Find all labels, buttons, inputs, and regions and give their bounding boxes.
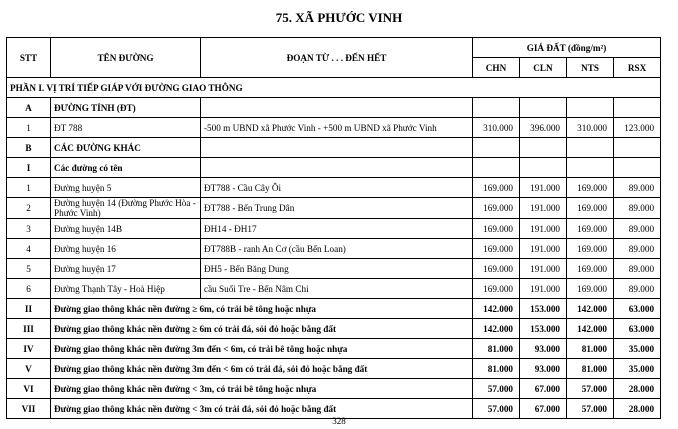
row-rsx: 28.000 [614, 399, 661, 419]
row-segment: ĐT788B - ranh An Cơ (cầu Bến Loan) [201, 239, 473, 259]
row-rsx: 35.000 [614, 339, 661, 359]
section-title: Các đường có tên [51, 158, 201, 178]
table-row [7, 178, 661, 198]
row-nts: 57.000 [567, 379, 614, 399]
row-stt: 5 [7, 259, 51, 279]
row-rsx: 28.000 [614, 379, 661, 399]
header-stt: STT [7, 38, 51, 78]
row-description: Đường giao thông khác nền đường < 3m có trải đá, sỏi đỏ hoặc bằng đất [51, 399, 473, 419]
table-row [7, 279, 661, 299]
row-cln: 153.000 [520, 299, 567, 319]
table-row [7, 239, 661, 259]
table-row [7, 359, 661, 379]
row-chn: 169.000 [473, 219, 520, 239]
row-chn: 169.000 [473, 198, 520, 219]
row-cln: 191.000 [520, 239, 567, 259]
row-cln: 153.000 [520, 319, 567, 339]
row-nts: 81.000 [567, 359, 614, 379]
section-title: ĐƯỜNG TỈNH (ĐT) [51, 98, 201, 118]
row-cln: 191.000 [520, 219, 567, 239]
row-chn: 169.000 [473, 279, 520, 299]
table-row [7, 259, 661, 279]
row-chn: 81.000 [473, 359, 520, 379]
row-cln: 191.000 [520, 198, 567, 219]
table-row [7, 339, 661, 359]
row-cln: 191.000 [520, 259, 567, 279]
row-chn: 169.000 [473, 239, 520, 259]
row-segment: ĐH5 - Bến Băng Dung [201, 259, 473, 279]
header-cln: CLN [520, 58, 567, 78]
row-nts: 310.000 [567, 118, 614, 138]
row-road: Đường huyện 14 (Đường Phước Hòa - Phước Vinh) [51, 198, 201, 219]
row-description: Đường giao thông khác nền đường ≥ 6m, có trải bê tông hoặc nhựa [51, 299, 473, 319]
table-row [7, 198, 661, 219]
row-rsx: 89.000 [614, 279, 661, 299]
row-nts: 169.000 [567, 259, 614, 279]
row-cln: 191.000 [520, 279, 567, 299]
row-stt: 6 [7, 279, 51, 299]
row-description: Đường giao thông khác nền đường 3m đến < 6m có trải đá, sỏi đỏ hoặc bằng đất [51, 359, 473, 379]
row-nts: 57.000 [567, 399, 614, 419]
part-heading: PHẦN I. VỊ TRÍ TIẾP GIÁP VỚI ĐƯỜNG GIAO THÔNG [7, 78, 661, 98]
row-stt: VII [7, 399, 51, 419]
row-chn: 57.000 [473, 399, 520, 419]
row-stt: 1 [7, 118, 51, 138]
row-stt: III [7, 319, 51, 339]
row-stt: VI [7, 379, 51, 399]
row-nts: 169.000 [567, 219, 614, 239]
section-stt: A [7, 98, 51, 118]
header-rsx: RSX [614, 58, 661, 78]
section-title: CÁC ĐƯỜNG KHÁC [51, 138, 201, 158]
row-stt: II [7, 299, 51, 319]
row-chn: 142.000 [473, 299, 520, 319]
row-cln: 93.000 [520, 359, 567, 379]
row-cln: 67.000 [520, 379, 567, 399]
row-nts: 142.000 [567, 299, 614, 319]
row-cln: 191.000 [520, 178, 567, 198]
row-nts: 81.000 [567, 339, 614, 359]
land-price-table [6, 37, 661, 419]
row-segment: -500 m UBND xã Phước Vinh - +500 m UBND xã Phước Vinh [201, 118, 473, 138]
row-segment: ĐH14 - ĐH17 [201, 219, 473, 239]
row-chn: 81.000 [473, 339, 520, 359]
page-number: 328 [332, 416, 346, 426]
row-road: Đường huyện 5 [51, 178, 201, 198]
row-stt: 2 [7, 198, 51, 219]
table-row [7, 319, 661, 339]
row-chn: 169.000 [473, 178, 520, 198]
row-segment: ĐT788 - Bến Trung Dân [201, 198, 473, 219]
row-rsx: 89.000 [614, 198, 661, 219]
table-row [7, 118, 661, 138]
row-description: Đường giao thông khác nền đường 3m đến < 6m, có trải bê tông hoặc nhựa [51, 339, 473, 359]
row-cln: 396.000 [520, 118, 567, 138]
row-segment: ĐT788 - Cầu Cây Ôi [201, 178, 473, 198]
row-rsx: 63.000 [614, 299, 661, 319]
row-nts: 169.000 [567, 198, 614, 219]
header-price: GIÁ ĐẤT (đồng/m²) [473, 38, 661, 58]
row-nts: 142.000 [567, 319, 614, 339]
row-rsx: 123.000 [614, 118, 661, 138]
header-nts: NTS [567, 58, 614, 78]
row-road: ĐT 788 [51, 118, 201, 138]
table-row [7, 299, 661, 319]
row-road: Đường huyện 16 [51, 239, 201, 259]
row-chn: 57.000 [473, 379, 520, 399]
row-rsx: 89.000 [614, 219, 661, 239]
row-description: Đường giao thông khác nền đường ≥ 6m có trải đá, sỏi đỏ hoặc bằng đất [51, 319, 473, 339]
row-rsx: 89.000 [614, 259, 661, 279]
row-road: Đường huyện 17 [51, 259, 201, 279]
row-road: Đường huyện 14B [51, 219, 201, 239]
row-nts: 169.000 [567, 178, 614, 198]
row-stt: 4 [7, 239, 51, 259]
row-nts: 169.000 [567, 279, 614, 299]
table-row [7, 219, 661, 239]
row-cln: 67.000 [520, 399, 567, 419]
row-rsx: 89.000 [614, 239, 661, 259]
row-cln: 93.000 [520, 339, 567, 359]
row-stt: 3 [7, 219, 51, 239]
section-stt: B [7, 138, 51, 158]
row-description: Đường giao thông khác nền đường < 3m, có trải bê tông hoặc nhựa [51, 379, 473, 399]
header-chn: CHN [473, 58, 520, 78]
row-nts: 169.000 [567, 239, 614, 259]
row-stt: IV [7, 339, 51, 359]
section-stt: I [7, 158, 51, 178]
page-title: 75. XÃ PHƯỚC VINH [275, 10, 403, 25]
row-stt: V [7, 359, 51, 379]
row-stt: 1 [7, 178, 51, 198]
table-row [7, 379, 661, 399]
row-rsx: 35.000 [614, 359, 661, 379]
header-segment: ĐOẠN TỪ . . . ĐẾN HẾT [201, 38, 473, 78]
row-rsx: 89.000 [614, 178, 661, 198]
row-chn: 169.000 [473, 259, 520, 279]
row-chn: 310.000 [473, 118, 520, 138]
row-rsx: 63.000 [614, 319, 661, 339]
header-road: TÊN ĐƯỜNG [51, 38, 201, 78]
row-road: Đường Thạnh Tây - Hoà Hiệp [51, 279, 201, 299]
row-segment: cầu Suối Tre - Bến Nâm Chi [201, 279, 473, 299]
row-chn: 142.000 [473, 319, 520, 339]
